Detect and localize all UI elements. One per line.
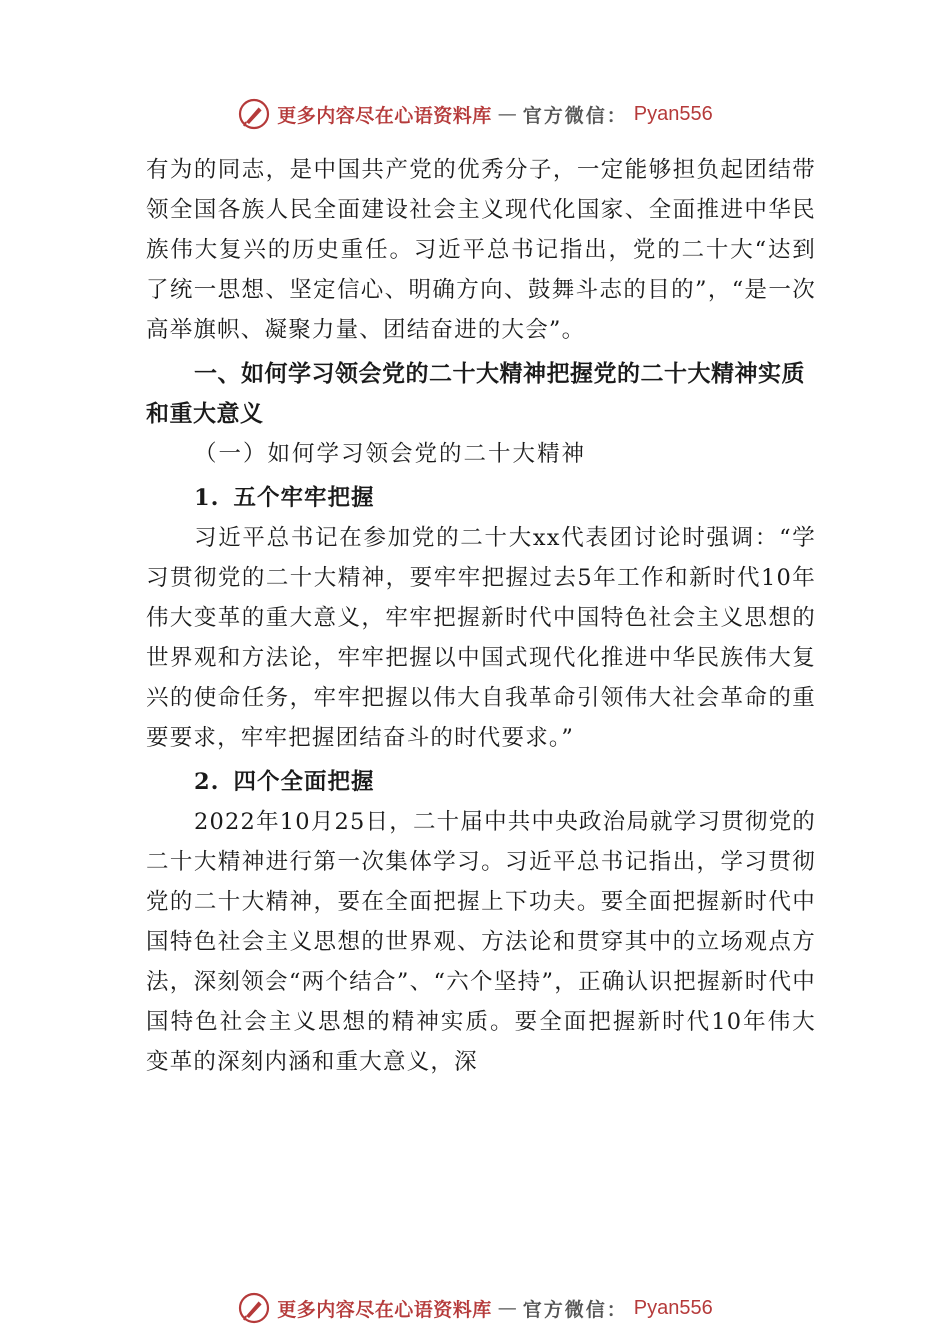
item-2-body: 2022年10月25日，二十届中共中央政治局就学习贯彻党的二十大精神进行第一次集体学习。习近平总书记指出，学习贯彻党的二十大精神，要在全面把握上下功夫。要全面把握新时代中国特色社会主义思想的世界观、方法论和贯穿其中的立场观点方法，深刻领会“两个结合”、“六个坚持”，正确认识把握新时代中国特色社会主义思想的精神实质。要全面把握新时代10年伟大变革的深刻内涵和重大意义，深 [146,809,816,1075]
intro-paragraph: 有为的同志，是中国共产党的优秀分子，一定能够担负起团结带领全国各族人民全面建设社会主义现代化国家、全面推进中华民族伟大复兴的历史重任。习近平总书记指出，党的二十大“达到了统一思想、坚定信心、明确方向、鼓舞斗志的目的”，“是一次高举旗帜、凝聚力量、团结奋进的大会”。 [146,157,816,343]
banner-wechat-label: 官方微信： [522,1298,628,1321]
item-1-body: 习近平总书记在参加党的二十大xx代表团讨论时强调：“学习贯彻党的二十大精神，要牢牢把握过去5年工作和新时代10年伟大变革的重大意义，牢牢把握新时代中国特色社会主义思想的世界观和方法论，牢牢把握以中国式现代化推进中华民族伟大复兴的使命任务，牢牢把握以伟大自我革命引领伟大社会革命的重要要求，牢牢把握团结奋斗的时代要求。” [146,525,816,751]
banner-separator: — [497,103,517,125]
item-2-number: 2. [194,769,220,795]
item-2-title: 四个全面把握 [233,769,375,795]
item-1-title: 五个牢牢把握 [233,485,375,511]
banner-brand-text: 更多内容尽在心语资料库 [277,1298,492,1321]
item-2-heading [146,762,816,802]
item-1-number: 1. [194,485,220,511]
banner-wechat-id: Pyan556 [633,102,713,125]
banner-wechat-label: 官方微信： [522,104,628,127]
item-1-heading [146,478,816,518]
footer-banner [0,1288,950,1328]
subsection-heading: （一）如何学习领会党的二十大精神 [194,441,587,467]
section-heading: 一、如何学习领会党的二十大精神把握党的二十大精神实质和重大意义 [146,361,805,427]
banner-brand-text: 更多内容尽在心语资料库 [277,104,492,127]
document-body [146,150,816,1082]
banner-separator: — [497,1297,517,1319]
quill-pen-logo-icon [237,97,271,131]
banner-wechat-id: Pyan556 [633,1296,713,1319]
header-banner [0,94,950,134]
quill-pen-logo-icon [237,1291,271,1325]
